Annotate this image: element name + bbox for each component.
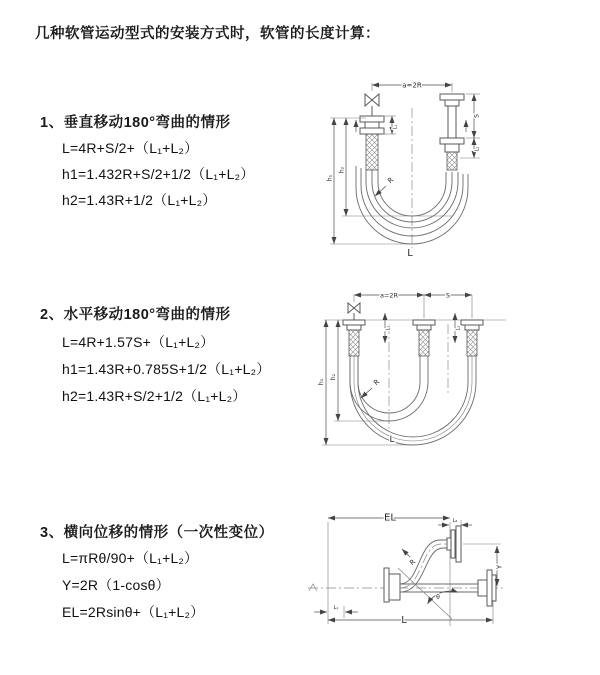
braided-hose-left [349, 330, 359, 356]
diagram-lateral-displacement [300, 500, 600, 650]
valve-icon [348, 303, 360, 313]
page-title: 几种软管运动型式的安装方式时，软管的长度计算： [35, 26, 380, 42]
section-2-heading: 2、水平移动180°弯曲的情形 [40, 307, 231, 323]
centerline-break-mark [309, 584, 317, 591]
left-flange [384, 568, 400, 602]
section-3-heading: 3、横向位移的情形（一次性变位） [40, 525, 274, 541]
d2-length-label: L [389, 435, 395, 445]
section-2-formula-h1: h1=1.43R+0.785S+1/2（L₁+L₂） [62, 361, 271, 377]
d3-y-dim-label: Y [495, 564, 504, 570]
section-2-formula-h2: h2=1.43R+S/2+1/2（L₁+L₂） [62, 388, 247, 404]
d2-span-dim-label: a=2R [379, 291, 399, 300]
right-flange-lower [440, 138, 464, 152]
d2-l1-dim-label: L₁ [385, 325, 392, 331]
d3-el-dim-label: EL [384, 512, 396, 524]
left-flange [360, 116, 384, 134]
braided-hose-middle [419, 330, 429, 356]
diagram-horizontal-180-bend [308, 282, 600, 458]
braided-hose-right [447, 152, 457, 170]
d3-l2-dim-label: L₂ [452, 518, 458, 524]
d2-s-dim-label: S [445, 291, 451, 300]
section-1-formula-L: L=4R+S/2+（L₁+L₂） [62, 140, 199, 156]
section-2-formula-L: L=4R+1.57S+（L₁+L₂） [62, 334, 215, 350]
d1-length-label: L [407, 248, 413, 259]
d3-length-label: L [401, 615, 407, 626]
d1-s-dim-label: S [473, 114, 481, 118]
left-flange [343, 320, 365, 330]
section-3-formula-Y: Y=2R（1-cosθ） [62, 577, 170, 593]
diagram-vertical-180-bend [312, 70, 592, 262]
d1-l1-dim-label: L₁ [392, 124, 399, 130]
section-1-formula-h1: h1=1.432R+S/2+1/2（L₁+L₂） [62, 166, 255, 182]
braided-hose-left [366, 134, 378, 170]
d3-angle-label: θ [436, 594, 440, 601]
valve-icon [365, 94, 379, 106]
d3-radius-label: R [408, 557, 418, 568]
middle-flange [413, 320, 435, 330]
section-3-formula-L: L=πRθ/90+（L₁+L₂） [62, 550, 199, 566]
d1-l2-dim-label: L₂ [474, 146, 481, 152]
braided-hose-right [467, 330, 477, 356]
section-3-formula-EL: EL=2Rsinθ+（L₁+L₂） [62, 604, 205, 620]
d1-radius-label: R [386, 175, 396, 186]
section-1-formula-h2: h2=1.43R+1/2（L₁+L₂） [62, 192, 217, 208]
d1-span-dim-label: a=2R [402, 81, 422, 90]
d2-h1-dim-label: h₁ [318, 378, 325, 386]
right-flange-upper [440, 94, 464, 106]
d1-h1-dim-label: h₁ [326, 174, 334, 182]
d2-l2-dim-label: L₂ [455, 325, 462, 331]
section-1-heading: 1、垂直移动180°弯曲的情形 [40, 115, 231, 131]
d3-l1-dim-label: L₁ [333, 605, 339, 611]
right-flange [461, 320, 483, 330]
d2-h2-dim-label: h₂ [330, 373, 337, 381]
d1-h2-dim-label: h₂ [338, 166, 346, 174]
d2-radius-label: R [372, 377, 382, 388]
upper-right-flange [447, 526, 461, 562]
